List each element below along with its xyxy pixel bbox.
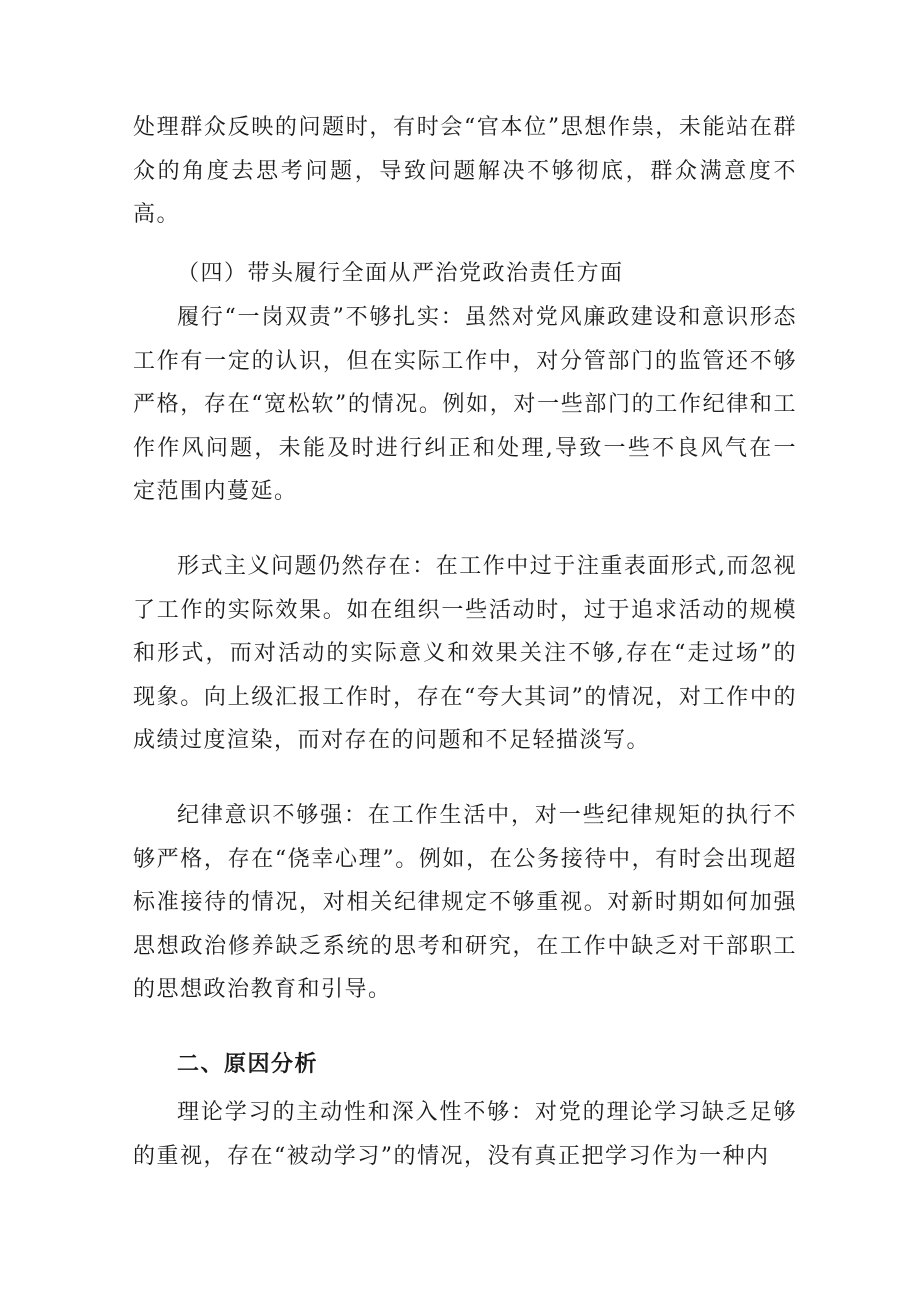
paragraph-theory-study: 理论学习的主动性和深入性不够：对党的理论学习缺乏足够的重视，存在“被动学习”的情况，没有真正把学习作为一种内 [133, 1100, 797, 1169]
paragraph-continuation: 处理群众反映的问题时，有时会“官本位”思想作祟，未能站在群众的角度去思考问题，导致问题解决不够彻底，群众满意度不高。 [133, 115, 797, 228]
subheading-four: （四）带头履行全面从严治党政治责任方面 [177, 261, 624, 286]
paragraph-one-post-dual-duty: 履行“一岗双责”不够扎实：虽然对党风廉政建设和意识形态工作有一定的认识，但在实际工作中，对分管部门的监管还不够严格，存在“宽松软”的情况。例如，对一些部门的工作纪律和工作作风问题，未能及时进行纠正和处理,导致一些不良风气在一定范围内蔓延。 [133, 305, 797, 505]
section-heading-cause-analysis: 二、原因分析 [177, 1051, 319, 1077]
paragraph-formalism: 形式主义问题仍然存在：在工作中过于注重表面形式,而忽视了工作的实际效果。如在组织一些活动时，过于追求活动的规模和形式，而对活动的实际意义和效果关注不够,存在“走过场”的现象。向上级汇报工作时，存在“夸大其词”的情况，对工作中的成绩过度渲染，而对存在的问题和不足轻描淡写。 [133, 554, 797, 754]
paragraph-discipline: 纪律意识不够强：在工作生活中，对一些纪律规矩的执行不够严格，存在“侥幸心理”。例如，在公务接待中，有时会出现超标准接待的情况，对相关纪律规定不够重视。对新时期如何加强思想政治修养缺乏系统的思考和研究，在工作中缺乏对干部职工的思想政治教育和引导。 [133, 803, 797, 1003]
